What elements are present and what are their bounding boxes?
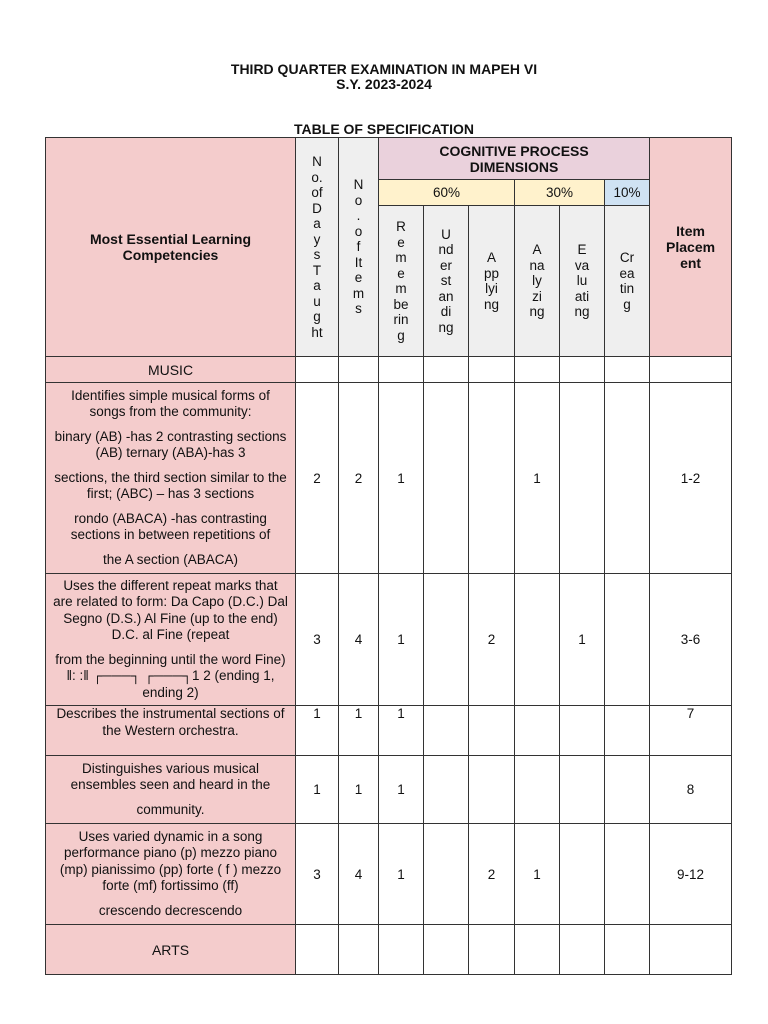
placement-cell: 8 <box>650 756 732 824</box>
applying-cell <box>469 706 515 756</box>
evaluating-cell <box>560 383 605 574</box>
applying-cell: 2 <box>469 824 515 925</box>
creating-cell <box>605 574 650 706</box>
pct-10: 10% <box>605 180 650 206</box>
creating-cell <box>605 706 650 756</box>
analyzing-cell <box>515 756 560 824</box>
remembering-cell: 1 <box>379 824 424 925</box>
items-cell: 4 <box>339 574 379 706</box>
header-competencies: Most Essential Learning Competencies <box>46 138 296 357</box>
placement-cell: 3-6 <box>650 574 732 706</box>
analyzing-cell: 1 <box>515 824 560 925</box>
exam-title: THIRD QUARTER EXAMINATION IN MAPEH VI <box>230 61 538 77</box>
table-row <box>46 574 732 706</box>
evaluating-cell: 1 <box>560 574 605 706</box>
remembering-cell: 1 <box>379 574 424 706</box>
understanding-cell <box>424 574 469 706</box>
analyzing-cell <box>515 574 560 706</box>
creating-cell <box>605 756 650 824</box>
applying-cell: 2 <box>469 574 515 706</box>
competency-cell: Uses varied dynamic in a song performance piano (p) mezzo piano (mp) pianissimo (pp) forte ( f ) mezzo forte (mf) fortissimo (ff) crescendo decrescendo <box>46 824 296 925</box>
specification-table <box>45 137 732 975</box>
table-row <box>46 383 732 574</box>
competency-cell: Distinguishes various musical ensembles seen and heard in the community. <box>46 756 296 824</box>
school-year: S.Y. 2023-2024 <box>336 76 432 92</box>
creating-cell <box>605 383 650 574</box>
evaluating-cell <box>560 824 605 925</box>
section-music-label: MUSIC <box>46 357 296 383</box>
applying-cell <box>469 383 515 574</box>
remembering-cell: 1 <box>379 383 424 574</box>
header-understanding: U nd er st an di ng <box>424 206 469 357</box>
pct-60: 60% <box>379 180 515 206</box>
header-applying: A pp lyi ng <box>469 206 515 357</box>
table-row <box>46 756 732 824</box>
header-item-placement: Item Placem ent <box>650 138 732 357</box>
analyzing-cell: 1 <box>515 383 560 574</box>
header-evaluating: E va lu ati ng <box>560 206 605 357</box>
section-row-arts <box>46 925 732 975</box>
competency-cell: Uses the different repeat marks that are related to form: Da Capo (D.C.) Dal Segno (D.S.) Al Fine (up to the end) D.C. al Fine (repeat from the beginning until the word Fine) ‖: :‖ ┌───┐ ┌───┐1 2 (ending 1, ending 2) <box>46 574 296 706</box>
evaluating-cell <box>560 756 605 824</box>
table-title: TABLE OF SPECIFICATION <box>294 121 474 137</box>
header-days-taught: N o. of D a y s T a u g ht <box>296 138 339 357</box>
evaluating-cell <box>560 706 605 756</box>
remembering-cell: 1 <box>379 756 424 824</box>
applying-cell <box>469 756 515 824</box>
table-row <box>46 706 732 756</box>
pct-30: 30% <box>515 180 605 206</box>
understanding-cell <box>424 706 469 756</box>
competency-cell: Identifies simple musical forms of songs from the community: binary (AB) -has 2 contrasting sections (AB) ternary (ABA)-has 3 sections, the third section similar to the first; (ABC) – has 3 sections rondo (ABACA) -has contrasting sections in between repetitions of the A section (ABACA) <box>46 383 296 574</box>
competency-cell: Describes the instrumental sections of the Western orchestra. <box>46 706 296 756</box>
header-no-items: N o . o f It e m s <box>339 138 379 357</box>
understanding-cell <box>424 383 469 574</box>
days-cell: 1 <box>296 756 339 824</box>
items-cell: 1 <box>339 706 379 756</box>
header-remembering: R e m e m be rin g <box>379 206 424 357</box>
section-row-music <box>46 357 732 383</box>
days-cell: 3 <box>296 574 339 706</box>
placement-cell: 9-12 <box>650 824 732 925</box>
days-cell: 3 <box>296 824 339 925</box>
understanding-cell <box>424 756 469 824</box>
understanding-cell <box>424 824 469 925</box>
placement-cell: 7 <box>650 706 732 756</box>
header-cognitive-dimensions: COGNITIVE PROCESS DIMENSIONS <box>379 138 650 180</box>
table-row <box>46 824 732 925</box>
header-creating: Cr ea tin g <box>605 206 650 357</box>
section-arts-label: ARTS <box>46 925 296 975</box>
days-cell: 2 <box>296 383 339 574</box>
placement-cell: 1-2 <box>650 383 732 574</box>
remembering-cell: 1 <box>379 706 424 756</box>
items-cell: 1 <box>339 756 379 824</box>
items-cell: 4 <box>339 824 379 925</box>
header-analyzing: A na ly zi ng <box>515 206 560 357</box>
analyzing-cell <box>515 706 560 756</box>
items-cell: 2 <box>339 383 379 574</box>
creating-cell <box>605 824 650 925</box>
days-cell: 1 <box>296 706 339 756</box>
